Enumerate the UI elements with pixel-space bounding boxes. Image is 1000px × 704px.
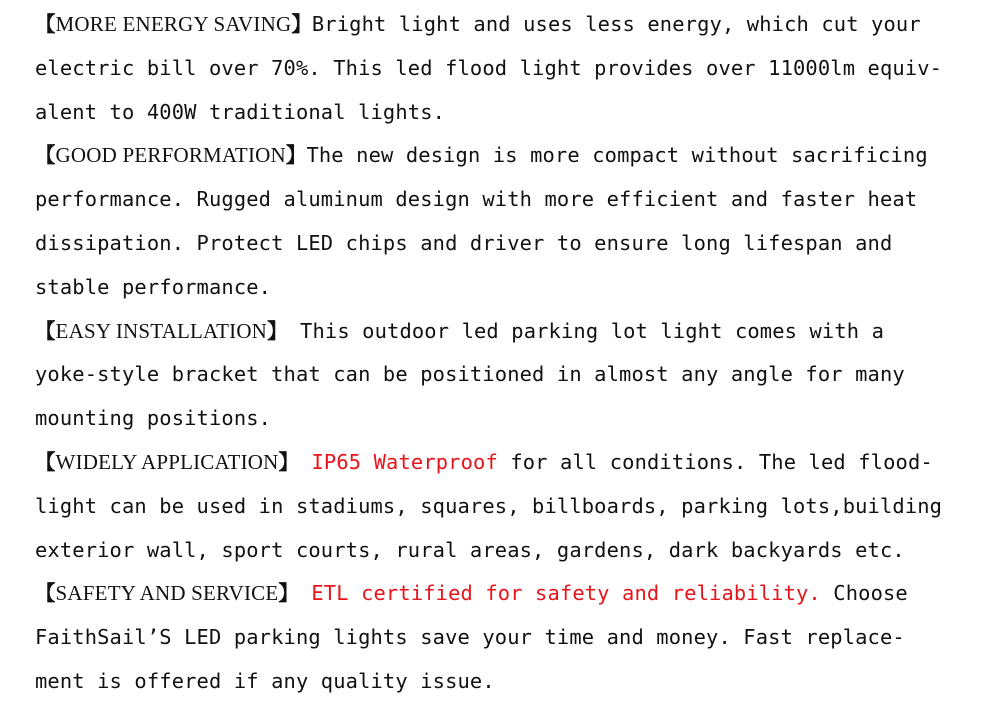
feature-text: This outdoor led parking lot light comes with a	[287, 318, 885, 343]
feature-text: yoke-style bracket that can be positioned in almost any angle for many	[35, 362, 905, 387]
feature-heading: EASY INSTALLATION	[55, 318, 268, 343]
feature-text: for all conditions. The led flood-	[497, 449, 933, 474]
feature-text: ment is offered if any quality issue.	[35, 668, 495, 693]
feature-text: FaithSail’S LED parking lights save your time and money. Fast replace-	[35, 625, 905, 650]
feature-line	[35, 441, 1000, 485]
feature-text: alent to 400W traditional lights.	[35, 99, 446, 124]
feature-line	[35, 572, 1000, 616]
open-bracket: 【	[35, 318, 56, 343]
feature-text: mounting positions.	[35, 406, 272, 431]
feature-text: Bright light and uses less energy, which cut your	[311, 12, 921, 36]
feature-energy-saving	[35, 3, 1000, 134]
feature-text: performance. Rugged aluminum design with more efficient and faster heat	[35, 187, 918, 212]
feature-line	[35, 310, 1000, 354]
feature-text	[299, 450, 311, 474]
open-bracket: 【	[35, 143, 56, 168]
feature-line	[35, 660, 1000, 704]
feature-text: dissipation. Protect LED chips and driver to ensure long lifespan and	[35, 230, 893, 255]
feature-easy-installation	[35, 310, 1000, 441]
feature-text: stable performance.	[35, 274, 272, 299]
feature-good-performation	[35, 134, 1000, 309]
open-bracket: 【	[35, 12, 56, 36]
close-bracket: 】	[285, 143, 307, 168]
feature-widely-application	[35, 441, 1000, 572]
feature-heading: GOOD PERFORMATION	[55, 143, 286, 168]
feature-line	[35, 91, 1000, 135]
feature-line	[35, 3, 1000, 47]
feature-line	[35, 178, 1000, 222]
feature-line	[35, 266, 1000, 310]
close-bracket: 】	[291, 12, 312, 36]
feature-line	[35, 485, 1000, 529]
feature-heading: SAFETY AND SERVICE	[55, 581, 279, 606]
open-bracket: 【	[35, 581, 56, 606]
feature-line	[35, 616, 1000, 660]
open-bracket: 【	[35, 449, 56, 474]
feature-line	[35, 47, 1000, 91]
feature-line	[35, 222, 1000, 266]
close-bracket: 】	[267, 318, 288, 343]
close-bracket: 】	[278, 581, 299, 606]
feature-line	[35, 134, 1000, 178]
feature-heading: MORE ENERGY SAVING	[55, 12, 292, 36]
feature-line	[35, 353, 1000, 397]
feature-safety-and-service	[35, 572, 1000, 703]
product-features-document	[35, 3, 1000, 704]
feature-text: electric bill over 70%. This led flood light provides over 11000lm equiv-	[35, 55, 943, 80]
feature-line	[35, 397, 1000, 441]
feature-highlight: ETL certified for safety and reliability.	[311, 581, 821, 606]
feature-text	[299, 581, 311, 605]
feature-text: light can be used in stadiums, squares, billboards, parking lots,building	[35, 493, 943, 518]
feature-text: Choose	[820, 581, 908, 606]
feature-text: The new design is more compact without sacrificing	[306, 143, 928, 168]
feature-line	[35, 529, 1000, 573]
feature-heading: WIDELY APPLICATION	[55, 449, 279, 474]
feature-text: exterior wall, sport courts, rural areas, gardens, dark backyards etc.	[35, 537, 905, 562]
feature-highlight: IP65 Waterproof	[311, 449, 498, 474]
close-bracket: 】	[278, 449, 300, 474]
